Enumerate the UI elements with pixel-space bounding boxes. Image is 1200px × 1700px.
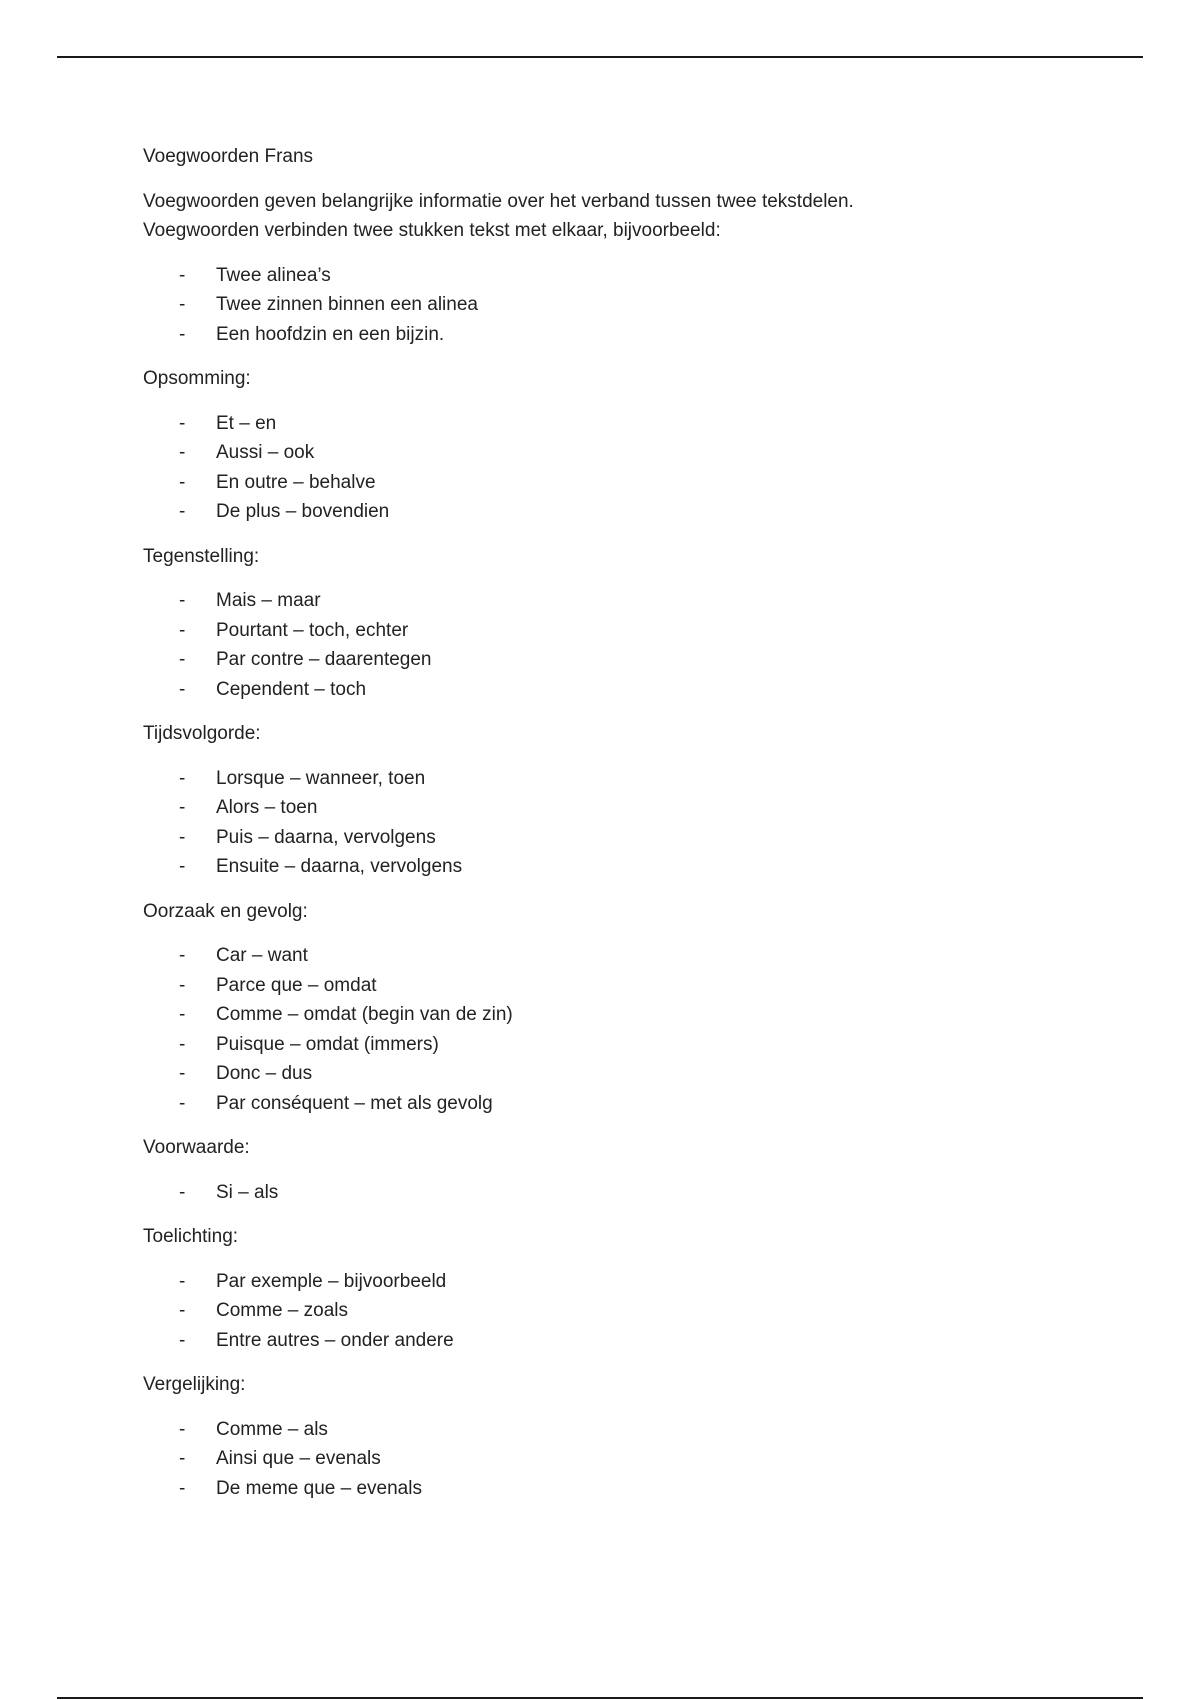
list-item [143,586,1103,616]
list-item-text: De plus – bovendien [216,501,390,522]
section-list-voorwaarde [143,1178,1103,1208]
bullet-dash: - [179,323,186,345]
list-item-text: Pourtant – toch, echter [216,619,409,641]
intro-paragraph [143,187,1103,246]
list-item [143,290,1103,320]
list-item-text: Car – want [216,945,308,966]
bullet-dash: - [179,1329,186,1351]
list-item [143,1415,1103,1445]
list-item-text: Cependent – toch [216,678,367,700]
bullet-dash: - [179,294,186,315]
list-item [143,1030,1103,1060]
list-item-text: Een hoofdzin en een bijzin. [216,323,445,345]
list-item-text: Twee alinea’s [216,264,331,286]
section-list-opsomming [143,409,1103,527]
bullet-dash: - [179,412,186,434]
bullet-dash: - [179,1004,186,1025]
intro-line: Voegwoorden geven belangrijke informatie over het verband tussen twee tekstdelen. [143,190,854,212]
list-item-text: Par conséquent – met als gevolg [216,1092,493,1114]
bullet-dash: - [179,767,186,789]
list-item-text: De meme que – evenals [216,1477,422,1499]
list-item [143,941,1103,971]
bullet-dash: - [179,1092,186,1114]
intro-list [143,261,1103,350]
section-list-tijdsvolgorde [143,764,1103,882]
bullet-dash: - [179,1300,186,1321]
bullet-dash: - [179,619,186,641]
list-item-text: Alors – toen [216,797,318,818]
list-item [143,1059,1103,1089]
list-item [143,320,1103,350]
list-item [143,1444,1103,1474]
list-item-text: En outre – behalve [216,471,376,493]
section-heading-tegenstelling: Tegenstelling: [143,545,260,567]
list-item [143,409,1103,439]
list-item-text: Et – en [216,412,277,434]
bullet-dash: - [179,264,186,286]
list-item-text: Twee zinnen binnen een alinea [216,294,478,315]
bullet-dash: - [179,945,186,966]
list-item [143,616,1103,646]
list-item [143,261,1103,291]
bullet-dash: - [179,649,186,670]
list-item [143,468,1103,498]
bullet-dash: - [179,797,186,818]
list-item-text: Donc – dus [216,1063,313,1084]
section-heading-tijdsvolgorde: Tijdsvolgorde: [143,723,261,744]
bullet-dash: - [179,974,186,996]
bullet-dash: - [179,1448,186,1469]
section-list-vergelijking [143,1415,1103,1504]
section-list-toelichting [143,1267,1103,1356]
section-heading-opsomming: Opsomming: [143,368,251,389]
list-item-text: Par contre – daarentegen [216,649,432,670]
bullet-dash: - [179,442,186,463]
section-heading-toelichting: Toelichting: [143,1226,239,1247]
bullet-dash: - [179,1181,186,1203]
list-item-text: Parce que – omdat [216,974,377,996]
section-heading-voorwaarde: Voorwaarde: [143,1137,250,1158]
bullet-dash: - [179,678,186,700]
list-item-text: Ainsi que – evenals [216,1448,381,1469]
list-item [143,675,1103,705]
bullet-dash: - [179,856,186,877]
bullet-dash: - [179,1270,186,1292]
bullet-dash: - [179,826,186,848]
list-item [143,1089,1103,1119]
bullet-dash: - [179,501,186,522]
bullet-dash: - [179,1063,186,1084]
section-heading-oorzaak-en-gevolg: Oorzaak en gevolg: [143,900,308,922]
header-rule [57,56,1143,58]
intro-line: Voegwoorden verbinden twee stukken tekst met elkaar, bijvoorbeeld: [143,220,721,241]
section-list-tegenstelling [143,586,1103,704]
bullet-dash: - [179,590,186,611]
list-item [143,1000,1103,1030]
list-item-text: Comme – omdat (begin van de zin) [216,1004,513,1025]
list-item [143,438,1103,468]
list-item-text: Si – als [216,1181,279,1203]
list-item [143,971,1103,1001]
list-item-text: Puisque – omdat (immers) [216,1033,439,1055]
list-item [143,645,1103,675]
list-item-text: Ensuite – daarna, vervolgens [216,856,463,877]
list-item-text: Puis – daarna, vervolgens [216,826,436,848]
list-item-text: Comme – als [216,1418,328,1440]
list-item [143,497,1103,527]
list-item [143,823,1103,853]
list-item [143,1474,1103,1504]
list-item [143,793,1103,823]
bullet-dash: - [179,1477,186,1499]
list-item-text: Aussi – ook [216,442,315,463]
document-body [143,142,1103,1518]
list-item [143,1326,1103,1356]
list-item [143,852,1103,882]
document-title: Voegwoorden Frans [143,146,314,167]
list-item [143,1178,1103,1208]
footer-rule [57,1697,1143,1699]
list-item [143,1296,1103,1326]
bullet-dash: - [179,1418,186,1440]
list-item [143,764,1103,794]
bullet-dash: - [179,471,186,493]
bullet-dash: - [179,1033,186,1055]
list-item-text: Par exemple – bijvoorbeeld [216,1270,447,1292]
list-item-text: Comme – zoals [216,1300,348,1321]
section-heading-vergelijking: Vergelijking: [143,1374,246,1395]
section-list-oorzaak-en-gevolg [143,941,1103,1118]
list-item-text: Mais – maar [216,590,321,611]
list-item-text: Lorsque – wanneer, toen [216,767,426,789]
list-item-text: Entre autres – onder andere [216,1329,454,1351]
list-item [143,1267,1103,1297]
